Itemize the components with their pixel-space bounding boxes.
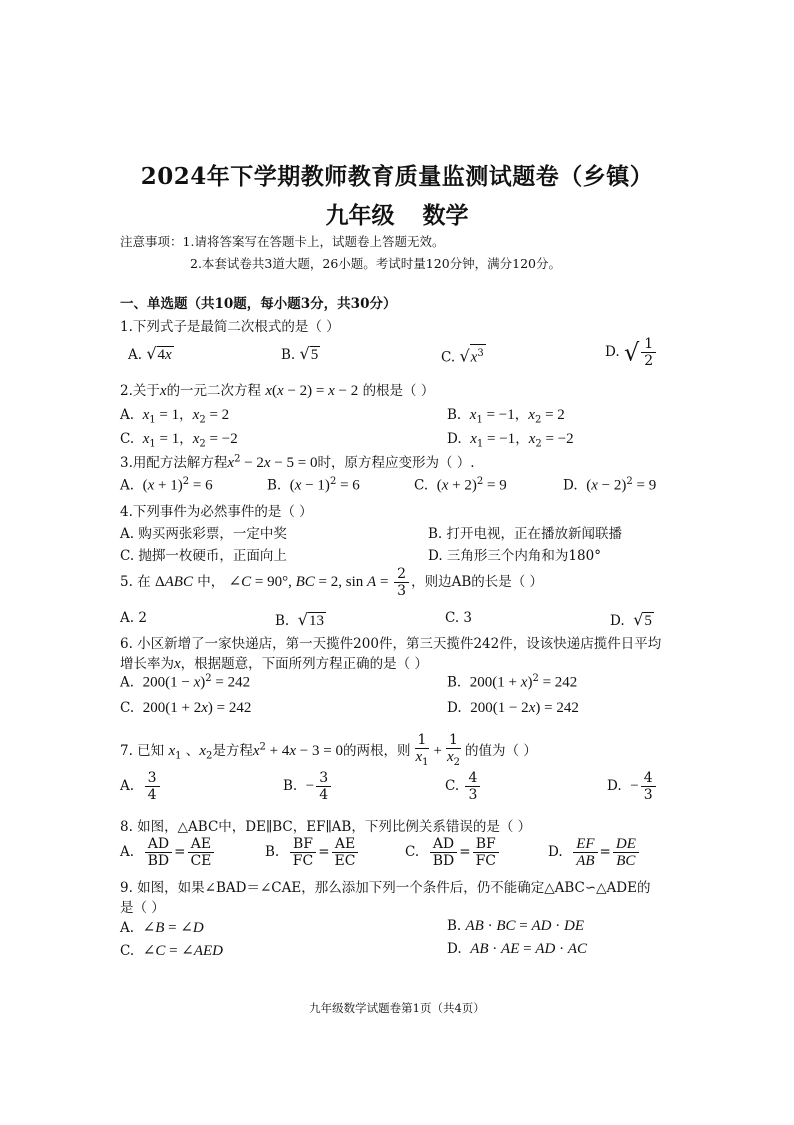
note-1: 1.请将答案写在答题卡上，试题卷上答题无效。 bbox=[182, 234, 445, 249]
q7-option-b: B. − $\frac{3}{4}$ bbox=[283, 770, 333, 803]
exam-title: 2024年下学期教师教育质量监测试题卷（乡镇） bbox=[140, 163, 654, 190]
q9-line-2: 是（ ） bbox=[120, 900, 165, 916]
q1-option-a: A. √4x bbox=[128, 344, 172, 363]
q9-option-d: D. AB · AE = AD · AC bbox=[447, 941, 588, 957]
q4-stem: 4.下列事件为必然事件的是（ ） bbox=[120, 504, 313, 520]
q9-option-b: B. AB · BC = AD · DE bbox=[447, 918, 584, 934]
q5-stem: 5. 在 ΔABC 中， ∠C = 90°, BC = 2, sin A = $\frac{2}{3}$ ，则边AB的长是（ ） bbox=[120, 566, 544, 599]
q2-option-b: B. $x_1 = -1$，$x_2 = 2$ bbox=[447, 407, 565, 426]
q9-line-1: 9. 如图，如果∠BAD＝∠CAE，那么添加下列一个条件后，仍不能确定△ABC∽△ADE的 bbox=[120, 880, 651, 896]
q8-option-b: B. $\frac{BF}{FC}$ = $\frac{AE}{EC}$ bbox=[265, 836, 360, 869]
q6-line-1: 6. 小区新增了一家快递店，第一天揽件200件，第三天揽件242件，设该快递店揽件日平均 bbox=[120, 636, 662, 652]
q6-option-b: B. $200(1 + x)^2 = 242$ bbox=[447, 673, 578, 691]
q6-line-2: 增长率为x，根据题意，下面所列方程正确的是（ ） bbox=[120, 656, 428, 672]
subject-label: 数学 bbox=[422, 202, 469, 229]
q2-option-a: A. $x_1 = 1$，$x_2 = 2$ bbox=[120, 407, 230, 426]
q2-option-c: C. $x_1 = 1$，$x_2 = -2$ bbox=[120, 431, 238, 450]
q3-option-d: D. $(x - 2)^2 = 9$ bbox=[563, 476, 657, 494]
q1-option-d: D. √ $\frac{1}{2}$ bbox=[605, 336, 658, 369]
q1-option-c: C. $√x^3$ bbox=[441, 344, 486, 367]
q4-option-c: C. 抛掷一枚硬币，正面向上 bbox=[120, 548, 287, 564]
q7-option-c: C. $\frac{4}{3}$ bbox=[445, 770, 482, 803]
q5-option-a: A. 2 bbox=[120, 610, 147, 626]
q2-option-d: D. $x_1 = -1$，$x_2 = -2$ bbox=[447, 431, 574, 450]
q7-option-d: D. − $\frac{4}{3}$ bbox=[607, 770, 658, 803]
q5-option-d: D. √5 bbox=[610, 610, 652, 629]
q5-option-b: B. √13 bbox=[275, 610, 324, 629]
q1-option-b: B. √5 bbox=[281, 344, 319, 363]
q2-stem: 2.关于x的一元二次方程 x(x − 2) = x − 2 的根是（ ） bbox=[120, 383, 435, 399]
q4-option-b: B. 打开电视，正在播放新闻联播 bbox=[428, 526, 623, 542]
q3-option-b: B. $(x - 1)^2 = 6$ bbox=[267, 476, 360, 494]
note-line-1 bbox=[120, 232, 444, 250]
note-2: 2.本套试卷共3道大题，26小题。考试时量120分钟，满分120分。 bbox=[190, 256, 562, 271]
q6-option-c: C. 200(1 + 2x) = 242 bbox=[120, 700, 252, 716]
section-title: 一、单选题（共10题，每小题3分，共30分） bbox=[120, 296, 397, 312]
q3-stem: 3.用配方法解方程$x^2 - 2x - 5 = 0$时，原方程应变形为（ ）. bbox=[120, 453, 475, 471]
q7-option-a: A. $\frac{3}{4}$ bbox=[120, 770, 162, 803]
q3-option-c: C. $(x + 2)^2 = 9$ bbox=[414, 476, 507, 494]
grade-label: 九年级 bbox=[325, 202, 395, 229]
q8-option-a: A. $\frac{AD}{BD}$ = $\frac{AE}{CE}$ bbox=[120, 836, 216, 869]
q6-option-a: A. $200(1 - x)^2 = 242$ bbox=[120, 673, 251, 691]
q9-option-a: A. ∠B = ∠D bbox=[120, 920, 204, 936]
q4-option-a: A. 购买两张彩票，一定中奖 bbox=[120, 526, 287, 542]
note-label: 注意事项： bbox=[120, 234, 183, 249]
exam-subtitle bbox=[0, 197, 794, 230]
q7-stem: 7. 已知 $x_1$ 、$x_2$是方程$x^2 + 4x - 3 = 0$的两根，则 $\frac{1}{x_1}$ + $\frac{1}{x_2}$ 的值为（ ） bbox=[120, 732, 537, 768]
q8-option-d: D. $\frac{EF}{AB}$ = $\frac{DE}{BC}$ bbox=[548, 836, 641, 869]
q8-option-c: C. $\frac{AD}{BD}$ = $\frac{BF}{FC}$ bbox=[405, 836, 501, 869]
q9-option-c: C. ∠C = ∠AED bbox=[120, 943, 224, 959]
q4-option-d: D. 三角形三个内角和为180° bbox=[428, 548, 601, 564]
q1-stem: 1.下列式子是最简二次根式的是（ ） bbox=[120, 319, 340, 335]
q3-option-a: A. $(x + 1)^2 = 6$ bbox=[120, 476, 213, 494]
page-footer: 九年级数学试题卷第1页（共4页） bbox=[309, 1001, 485, 1015]
q6-option-d: D. 200(1 − 2x) = 242 bbox=[447, 700, 579, 716]
q8-stem: 8. 如图，△ABC中，DE∥BC，EF∥AB，下列比例关系错误的是（ ） bbox=[120, 819, 532, 835]
q5-option-c: C. 3 bbox=[445, 610, 473, 626]
